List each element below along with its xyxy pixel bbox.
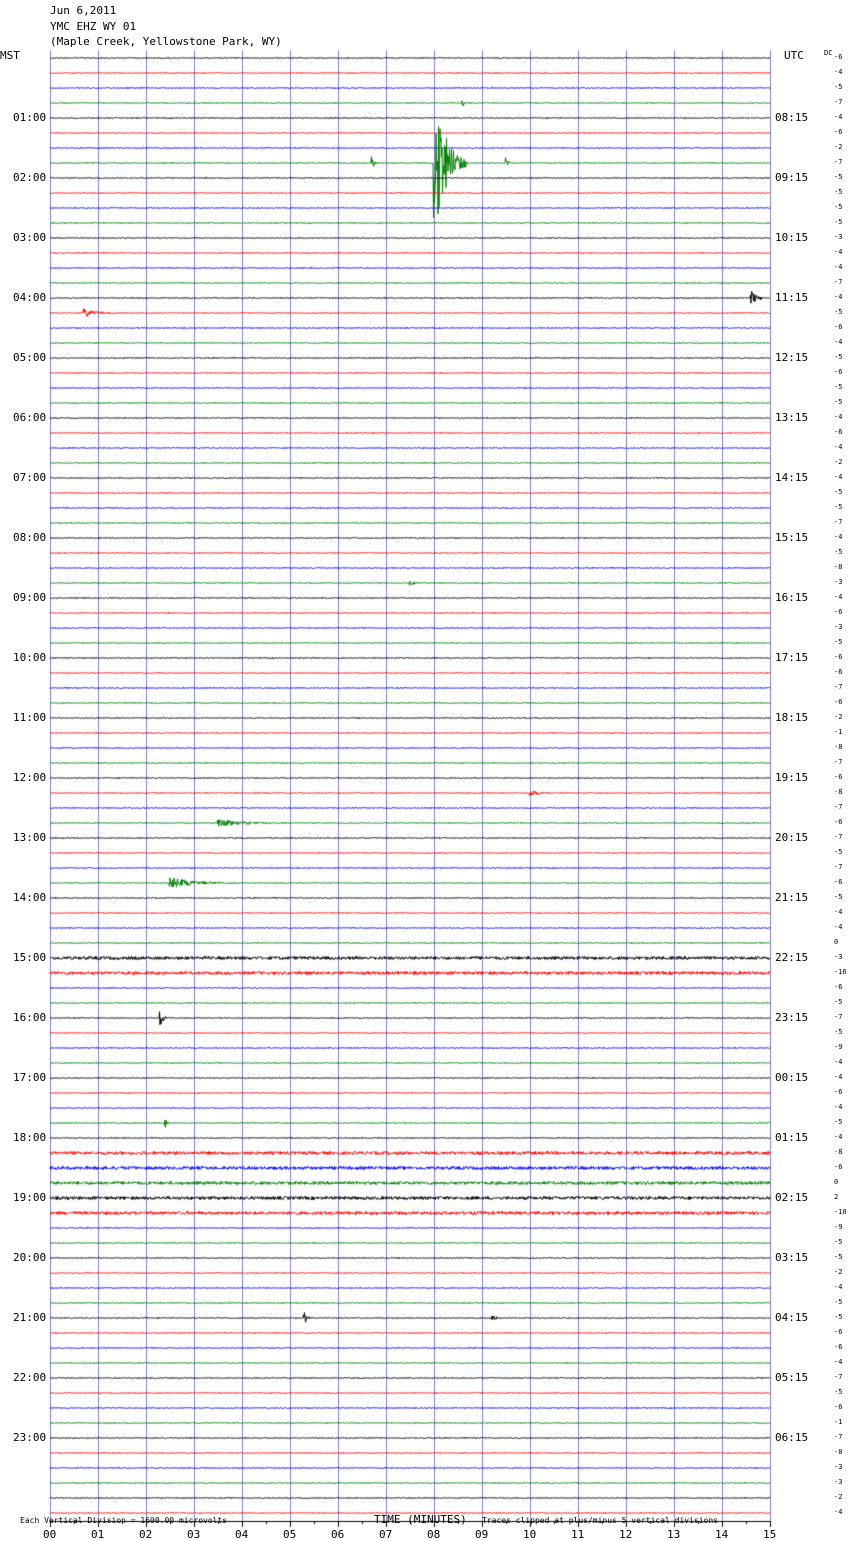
right-hour-label: 17:15 (775, 651, 809, 664)
x-tick-label: 15 (763, 1528, 777, 1541)
x-tick-label: 08 (427, 1528, 441, 1541)
left-hour-label: 13:00 (13, 831, 47, 844)
dc-offset-label: -7 (834, 1013, 843, 1021)
x-tick-label: 09 (475, 1528, 489, 1541)
left-hour-label: 11:00 (13, 711, 47, 724)
dc-offset-label: -5 (834, 188, 843, 196)
station-label: YMC EHZ WY 01 (50, 20, 137, 33)
dc-offset-label: -6 (834, 428, 843, 436)
x-tick-label: 00 (43, 1528, 57, 1541)
x-axis-label: TIME (MINUTES) (374, 1513, 467, 1526)
dc-offset-label: -8 (834, 1148, 843, 1156)
dc-offset-label: -1 (834, 728, 843, 736)
dc-offset-label: 0 (834, 1178, 839, 1186)
dc-offset-label: -5 (834, 488, 843, 496)
x-tick-label: 12 (619, 1528, 633, 1541)
x-tick-label: 05 (283, 1528, 297, 1541)
dc-offset-label: -5 (834, 218, 843, 226)
dc-offset-label: -4 (834, 533, 843, 541)
dc-offset-label: -5 (834, 893, 843, 901)
left-hour-label: 17:00 (13, 1071, 47, 1084)
left-hour-label: 20:00 (13, 1251, 47, 1264)
dc-offset-label: -4 (834, 68, 843, 76)
dc-offset-label: -5 (834, 203, 843, 211)
dc-offset-label: -8 (834, 1448, 843, 1456)
dc-offset-label: -4 (834, 473, 843, 481)
dc-offset-label: -8 (834, 788, 843, 796)
dc-offset-label: -3 (834, 1463, 843, 1471)
dc-offset-label: -5 (834, 353, 843, 361)
dc-offset-label: -7 (834, 803, 843, 811)
left-hour-label: 19:00 (13, 1191, 47, 1204)
dc-offset-label: -4 (834, 1058, 843, 1066)
dc-offset-label: -4 (834, 1073, 843, 1081)
date-label: Jun 6,2011 (50, 4, 117, 17)
right-hour-label: 05:15 (775, 1371, 809, 1384)
dc-offset-label: -4 (834, 1133, 843, 1141)
dc-offset-label: -7 (834, 158, 843, 166)
right-hour-label: 15:15 (775, 531, 809, 544)
right-hour-label: 08:15 (775, 111, 809, 124)
left-hour-label: 14:00 (13, 891, 47, 904)
dc-offset-label: -3 (834, 578, 843, 586)
dc-offset-label: -6 (834, 323, 843, 331)
dc-offset-label: -7 (834, 833, 843, 841)
dc-offset-label: -4 (834, 1358, 843, 1366)
left-hour-label: 06:00 (13, 411, 47, 424)
right-hour-label: 02:15 (775, 1191, 809, 1204)
left-hour-label: 16:00 (13, 1011, 47, 1024)
right-hour-label: 04:15 (775, 1311, 809, 1324)
dc-offset-label: -5 (834, 398, 843, 406)
left-hour-label: 21:00 (13, 1311, 47, 1324)
dc-offset-label: -4 (834, 923, 843, 931)
dc-offset-label: -2 (834, 713, 843, 721)
right-hour-label: 18:15 (775, 711, 809, 724)
dc-offset-label: -8 (834, 743, 843, 751)
dc-offset-label: -6 (834, 878, 843, 886)
dc-offset-label: -6 (834, 653, 843, 661)
right-hour-label: 11:15 (775, 291, 809, 304)
x-tick-label: 13 (667, 1528, 681, 1541)
dc-offset-label: -5 (834, 1388, 843, 1396)
right-hour-label: 20:15 (775, 831, 809, 844)
dc-offset-label: -4 (834, 1103, 843, 1111)
x-tick-label: 11 (571, 1528, 585, 1541)
dc-offset-label: -4 (834, 593, 843, 601)
x-tick-label: 06 (331, 1528, 345, 1541)
right-hour-label: 13:15 (775, 411, 809, 424)
dc-offset-label: -7 (834, 1433, 843, 1441)
dc-offset-label: -4 (834, 293, 843, 301)
dc-offset-label: -3 (834, 1478, 843, 1486)
dc-offset-label: -4 (834, 113, 843, 121)
dc-offset-label: -6 (834, 128, 843, 136)
dc-offset-label: -7 (834, 1373, 843, 1381)
dc-offset-label: -5 (834, 548, 843, 556)
dc-offset-label: -7 (834, 518, 843, 526)
dc-offset-label: -9 (834, 1043, 843, 1051)
dc-offset-label: -3 (834, 233, 843, 241)
dc-offset-label: -6 (834, 1163, 843, 1171)
dc-offset-label: -5 (834, 998, 843, 1006)
dc-offset-label: -7 (834, 863, 843, 871)
right-hour-label: 00:15 (775, 1071, 809, 1084)
left-hour-label: 09:00 (13, 591, 47, 604)
dc-offset-label: -6 (834, 983, 843, 991)
dc-offset-label: -7 (834, 278, 843, 286)
right-hour-label: 16:15 (775, 591, 809, 604)
dc-offset-label: -5 (834, 83, 843, 91)
dc-offset-label: -2 (834, 1493, 843, 1501)
dc-offset-label: -5 (834, 173, 843, 181)
dc-offset-label: -10 (834, 1208, 847, 1216)
dc-offset-label: -6 (834, 1328, 843, 1336)
dc-offset-label: -5 (834, 1253, 843, 1261)
dc-offset-label: -6 (834, 773, 843, 781)
left-hour-label: 05:00 (13, 351, 47, 364)
dc-offset-label: -2 (834, 1268, 843, 1276)
dc-offset-label: -9 (834, 1223, 843, 1231)
dc-offset-label: -5 (834, 503, 843, 511)
left-hour-label: 08:00 (13, 531, 47, 544)
dc-offset-label: -2 (834, 143, 843, 151)
dc-offset-label: -4 (834, 413, 843, 421)
x-tick-label: 07 (379, 1528, 393, 1541)
dc-offset-label: -7 (834, 98, 843, 106)
left-hour-label: 04:00 (13, 291, 47, 304)
x-tick-label: 10 (523, 1528, 537, 1541)
dc-offset-label: -3 (834, 623, 843, 631)
mst-label: MST (0, 49, 20, 62)
dc-offset-label: -1 (834, 1418, 843, 1426)
right-hour-label: 21:15 (775, 891, 809, 904)
dc-offset-label: -5 (834, 308, 843, 316)
right-hour-label: 12:15 (775, 351, 809, 364)
dc-offset-label: -4 (834, 338, 843, 346)
dc-offset-label: -3 (834, 953, 843, 961)
dc-offset-label: -6 (834, 818, 843, 826)
utc-label: UTC (784, 49, 804, 62)
dc-offset-label: -5 (834, 1028, 843, 1036)
dc-offset-label: -7 (834, 758, 843, 766)
scale-note: Each Vertical Division = 1600.00 microvolts (20, 1516, 228, 1525)
right-hour-label: 10:15 (775, 231, 809, 244)
dc-offset-label: -7 (834, 683, 843, 691)
right-hour-label: 22:15 (775, 951, 809, 964)
dc-label: DC (824, 49, 833, 57)
clip-note: Traces clipped at plus/minus 5 vertical divisions (482, 1516, 719, 1525)
left-hour-label: 02:00 (13, 171, 47, 184)
left-hour-label: 15:00 (13, 951, 47, 964)
x-tick-label: 02 (139, 1528, 153, 1541)
dc-offset-label: -5 (834, 383, 843, 391)
dc-offset-label: -6 (834, 1088, 843, 1096)
dc-offset-label: -5 (834, 1298, 843, 1306)
dc-offset-label: -5 (834, 1238, 843, 1246)
right-hour-label: 06:15 (775, 1431, 809, 1444)
dc-offset-label: 0 (834, 938, 839, 946)
dc-offset-label: -8 (834, 563, 843, 571)
dc-offset-label: -4 (834, 248, 843, 256)
right-hour-label: 03:15 (775, 1251, 809, 1264)
left-hour-label: 03:00 (13, 231, 47, 244)
dc-offset-label: -6 (834, 608, 843, 616)
dc-offset-label: -4 (834, 1283, 843, 1291)
right-hour-label: 19:15 (775, 771, 809, 784)
dc-offset-label: -2 (834, 458, 843, 466)
dc-offset-label: -6 (834, 53, 843, 61)
dc-offset-label: -6 (834, 698, 843, 706)
x-tick-label: 01 (91, 1528, 105, 1541)
dc-offset-label: -6 (834, 368, 843, 376)
left-hour-label: 22:00 (13, 1371, 47, 1384)
dc-offset-label: -4 (834, 263, 843, 271)
right-hour-label: 01:15 (775, 1131, 809, 1144)
dc-offset-label: 2 (834, 1193, 839, 1201)
right-hour-label: 23:15 (775, 1011, 809, 1024)
x-tick-label: 04 (235, 1528, 249, 1541)
dc-offset-label: -16 (834, 968, 847, 976)
right-hour-label: 14:15 (775, 471, 809, 484)
left-hour-label: 10:00 (13, 651, 47, 664)
right-hour-label: 09:15 (775, 171, 809, 184)
x-tick-label: 14 (715, 1528, 729, 1541)
left-hour-label: 01:00 (13, 111, 47, 124)
left-hour-label: 18:00 (13, 1131, 47, 1144)
dc-offset-label: -6 (834, 1403, 843, 1411)
dc-offset-label: -6 (834, 668, 843, 676)
left-hour-label: 12:00 (13, 771, 47, 784)
location-label: (Maple Creek, Yellowstone Park, WY) (50, 35, 282, 48)
x-tick-label: 03 (187, 1528, 201, 1541)
left-hour-label: 23:00 (13, 1431, 47, 1444)
dc-offset-label: -5 (834, 1118, 843, 1126)
dc-offset-label: -4 (834, 443, 843, 451)
dc-offset-label: -6 (834, 1343, 843, 1351)
dc-offset-label: -4 (834, 1508, 843, 1516)
dc-offset-label: -5 (834, 848, 843, 856)
left-hour-label: 07:00 (13, 471, 47, 484)
dc-offset-label: -5 (834, 1313, 843, 1321)
dc-offset-label: -4 (834, 908, 843, 916)
dc-offset-label: -5 (834, 638, 843, 646)
